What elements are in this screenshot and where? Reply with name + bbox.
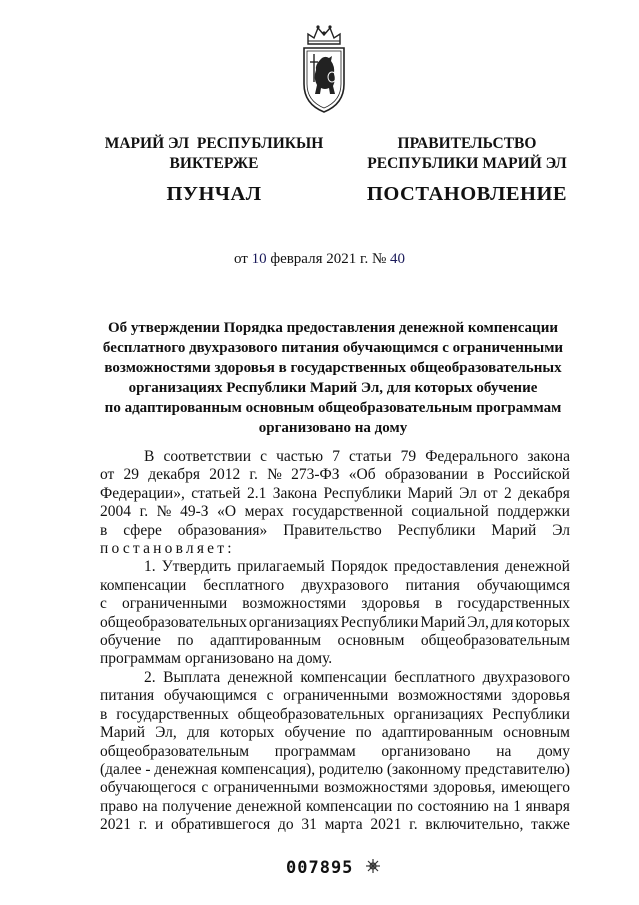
coat-of-arms-icon (300, 22, 348, 116)
word: ограниченными (283, 687, 389, 705)
title-line: организовано на дому (258, 420, 408, 436)
word: от (100, 466, 115, 484)
word: ограниченными (213, 779, 319, 797)
word: Федерального (425, 448, 519, 465)
word: Закона (272, 484, 318, 502)
word: Выплата (163, 668, 221, 686)
word: по (355, 724, 372, 742)
word: Эл, (467, 613, 489, 631)
word: г. (249, 466, 258, 484)
word: здоровья, (433, 779, 496, 797)
word: января (525, 797, 570, 815)
title-line: возможностями здоровья в государственных общеобразовательных (104, 360, 562, 376)
word: здоровья (511, 687, 570, 705)
word: 2021 (370, 816, 402, 834)
word: декабря (148, 466, 200, 484)
word: г. (138, 816, 148, 834)
word: г. (139, 503, 149, 521)
header-left-line1: МАРИЙ ЭЛ РЕСПУБЛИКЫН (104, 135, 324, 152)
word: обратившегося (171, 816, 271, 834)
word: основным (503, 724, 570, 742)
word: Марий (420, 613, 466, 631)
body-line (100, 448, 570, 466)
title-line: организациях Республики Марий Эл, для которых обучение (128, 380, 538, 396)
word: которых (515, 613, 570, 631)
body-line (100, 798, 570, 816)
word: (далее (100, 760, 142, 778)
word: бесплатного (394, 668, 476, 686)
word: питания (100, 687, 155, 705)
body-line (100, 595, 570, 613)
word: денежная (154, 760, 218, 778)
word: 2. (144, 668, 156, 686)
word: организовано (381, 742, 471, 760)
word: возможностями (323, 779, 428, 797)
star-icon (364, 857, 382, 875)
body-line (100, 503, 570, 521)
document-body (100, 448, 570, 835)
header-right-title: ПОСТАНОВЛЕНИЕ (366, 183, 568, 205)
document-title (96, 318, 570, 438)
word: образовании (384, 466, 468, 484)
header-left-line2: ВИКТЕРЖЕ (169, 155, 259, 172)
word: № (156, 503, 172, 521)
word: статьи (349, 448, 392, 465)
word: государственных (457, 595, 570, 613)
word: для (186, 724, 210, 742)
title-line: Об утверждении Порядка предоставления денежной компенсации (108, 320, 558, 336)
word: родителю (318, 760, 384, 778)
word: с (100, 595, 107, 613)
word: бесплатного (203, 576, 285, 594)
document-number: 40 (390, 251, 405, 267)
body-line (100, 614, 570, 632)
word: общеобразовательных (100, 613, 248, 631)
title-line: бесплатного двухразового питания обучающимся с ограниченными (102, 340, 564, 356)
header-left (96, 134, 332, 204)
word: двухразового (482, 668, 570, 686)
word: Республики (492, 705, 570, 723)
word: с (260, 448, 268, 465)
word: 2021 (100, 816, 131, 834)
word: от (483, 484, 498, 502)
word: в (100, 521, 108, 539)
document-date (0, 251, 639, 268)
word: марта (324, 816, 363, 834)
word: состоянию (417, 797, 489, 815)
title-line: по адаптированным основным общеобразовательным программам (104, 400, 562, 416)
date-prefix: от (233, 251, 248, 267)
body-line (100, 558, 570, 576)
word: Марий (491, 521, 537, 539)
word: дому (537, 742, 570, 760)
word: имеющего (500, 779, 570, 797)
date-day: 10 (251, 251, 267, 267)
word: социальной (411, 503, 489, 521)
word: декабря (518, 484, 570, 502)
word: компенсации (100, 576, 187, 594)
word: в (100, 705, 108, 723)
body-line (100, 522, 570, 540)
header-right-line1: ПРАВИТЕЛЬСТВО (397, 135, 537, 152)
word: Республики (397, 521, 476, 539)
word: соответствии (163, 448, 252, 465)
word: обучающимся (476, 576, 570, 594)
word: прилагаемый (237, 558, 325, 576)
word: Марий (407, 484, 453, 502)
word: Правительство (283, 521, 382, 539)
header-left-title: ПУНЧАЛ (166, 183, 262, 205)
word: здоровья (361, 595, 420, 613)
word: на (493, 797, 509, 815)
word: Республики (340, 613, 419, 631)
word: Федерации», (100, 484, 185, 502)
body-line (100, 687, 570, 705)
word: по (177, 632, 194, 650)
word: статьей (191, 484, 241, 502)
word: компенсации (300, 668, 387, 686)
word: право (100, 797, 138, 815)
body-line (100, 485, 570, 503)
word: 2.1 (246, 484, 267, 502)
word: Эл (459, 484, 477, 502)
word: общеобразовательных (237, 705, 385, 723)
word: получение (162, 797, 232, 815)
word: двухразового (301, 576, 389, 594)
word: и (154, 816, 164, 834)
word: мерах (244, 503, 284, 521)
word: 79 (400, 448, 417, 465)
body-line: программам организовано на дому. (100, 650, 333, 668)
word: на (496, 742, 512, 760)
word: возможностями (242, 595, 347, 613)
body-line (100, 669, 570, 687)
word: возможностями (397, 687, 502, 705)
word: представителю) (464, 760, 570, 778)
word: общеобразовательным (420, 632, 570, 650)
word: Марий (100, 724, 146, 742)
word: для (490, 613, 514, 631)
word: по (396, 797, 413, 815)
word: до (277, 816, 294, 834)
word: 2012 (209, 466, 241, 484)
word: общеобразовательным (100, 742, 250, 760)
word: В (144, 448, 155, 465)
word: образования» (177, 521, 268, 539)
word: поддержки (497, 503, 570, 521)
word: сфере (123, 521, 162, 539)
word: «Об (348, 466, 376, 484)
body-line (100, 466, 570, 484)
word: 2 (504, 484, 512, 502)
word: в (434, 595, 443, 613)
body-line (100, 779, 570, 797)
word: Утвердить (161, 558, 232, 576)
word: 7 (332, 448, 340, 465)
header-right-line2: РЕСПУБЛИКИ МАРИЙ ЭЛ (367, 155, 567, 172)
body-line (100, 706, 570, 724)
word: 273-ФЗ (291, 466, 340, 484)
word: обучающегося (100, 779, 196, 797)
word: - (145, 760, 151, 778)
body-line (100, 724, 570, 742)
decree-word: постановляет: (100, 540, 235, 558)
word: которых (219, 724, 275, 742)
word: 29 (123, 466, 140, 484)
word: обучение (100, 632, 161, 650)
word: в (477, 466, 485, 484)
word: с (266, 687, 274, 705)
word: 2004 (100, 503, 131, 521)
word: на (142, 797, 158, 815)
word: государственной (292, 503, 403, 521)
date-month-year: февраля 2021 г. № (270, 251, 387, 267)
word: адаптированным (209, 632, 322, 650)
word: государственных (116, 705, 229, 723)
body-line (100, 632, 570, 650)
word: компенсация), (220, 760, 316, 778)
word: денежной (227, 668, 293, 686)
word: организациях (248, 613, 339, 631)
word: частью (276, 448, 324, 465)
word: обучающимся (163, 687, 257, 705)
word: 1. (144, 558, 156, 576)
word: программам (274, 742, 356, 760)
body-line (100, 743, 570, 761)
word: также (531, 816, 570, 834)
word: 1 (513, 797, 521, 815)
word: денежной (236, 797, 302, 815)
body-line (100, 577, 570, 595)
word: Порядок (330, 558, 388, 576)
word: 49-З (180, 503, 209, 521)
word: (законному (386, 760, 462, 778)
body-line (100, 816, 570, 834)
word: закона (527, 448, 570, 465)
word: Республики (323, 484, 402, 502)
word: г. (409, 816, 418, 834)
word: Эл, (155, 724, 177, 742)
body-line (100, 761, 570, 779)
header-right (360, 134, 574, 204)
word: питания (405, 576, 460, 594)
word: основным (337, 632, 405, 650)
word: включительно, (425, 816, 524, 834)
word: обучение (284, 724, 346, 742)
word: адаптированным (381, 724, 493, 742)
word: № (267, 466, 282, 484)
serial-number: 007895 (286, 858, 354, 878)
word: «О (217, 503, 237, 521)
word: 31 (301, 816, 317, 834)
word: компенсации (306, 797, 393, 815)
word: с (201, 779, 209, 797)
word: ограниченными (122, 595, 228, 613)
word: организациях (393, 705, 484, 723)
word: Эл (552, 521, 570, 539)
word: предоставления (393, 558, 499, 576)
word: Российской (493, 466, 570, 484)
word: денежной (504, 558, 570, 576)
